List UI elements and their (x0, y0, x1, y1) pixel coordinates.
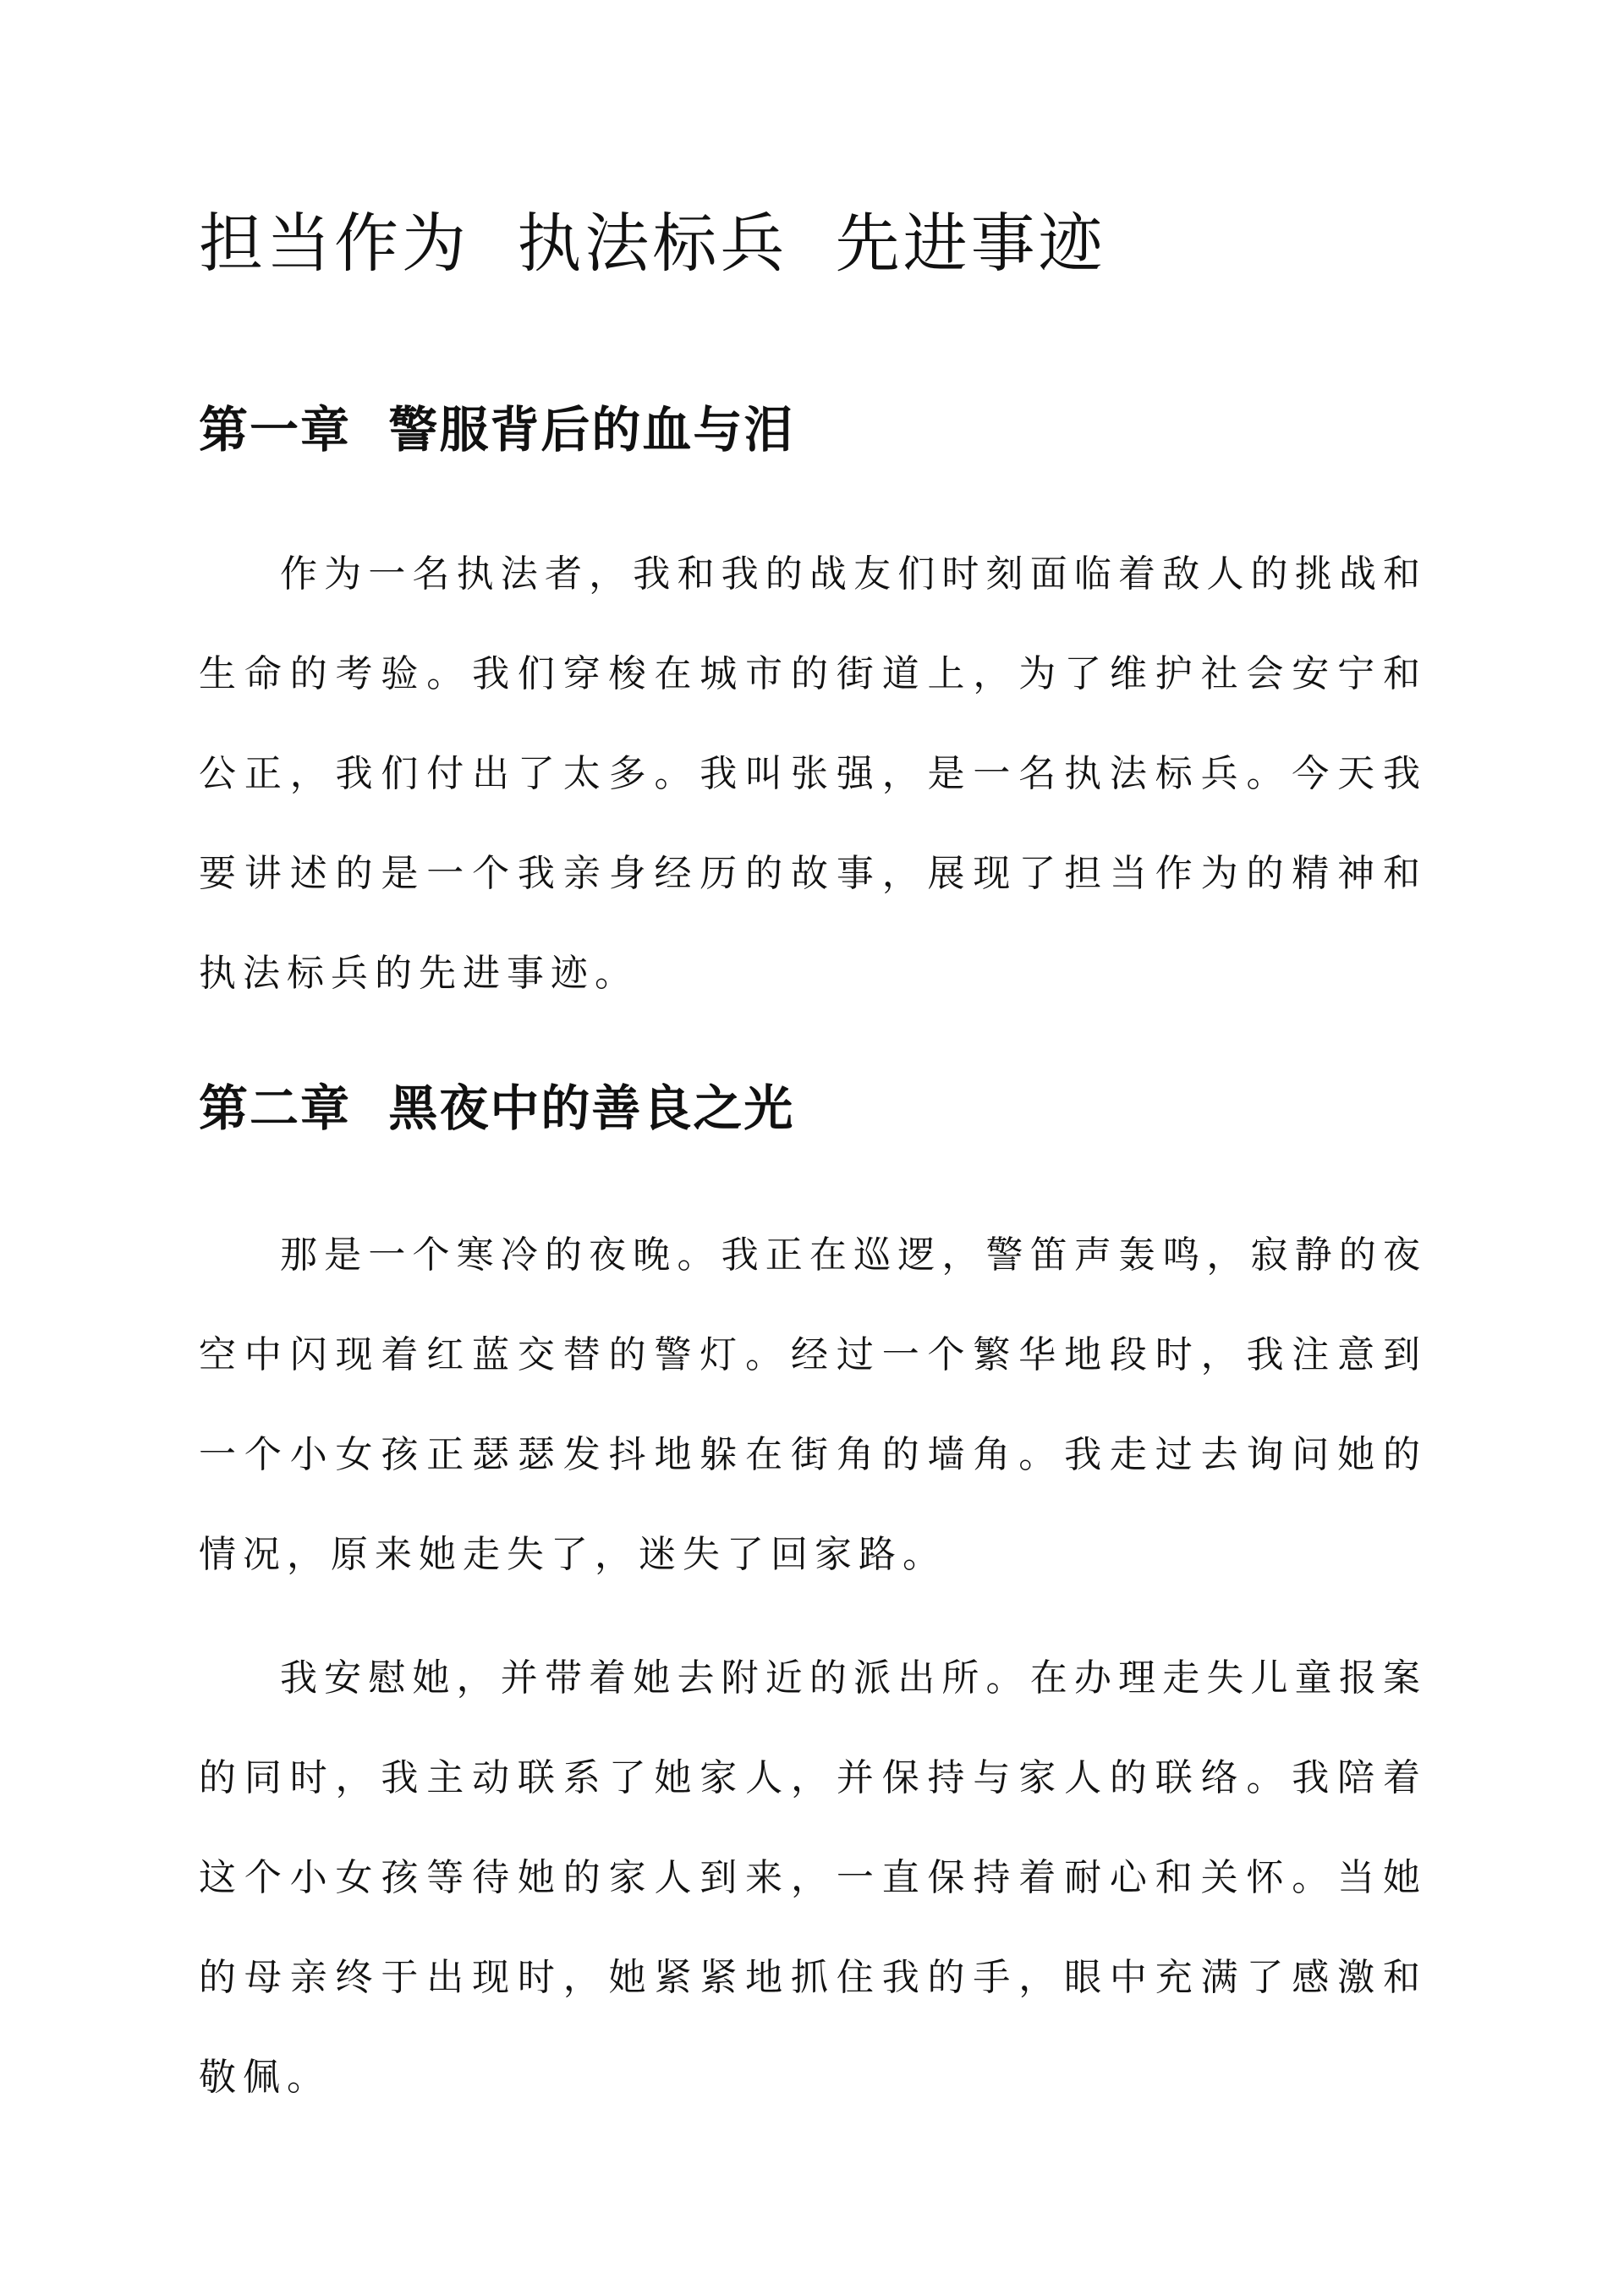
chapter-1-heading: 第一章 警服背后的血与泪 (199, 401, 795, 459)
chapter-2-heading: 第二章 黑夜中的善良之光 (199, 1079, 795, 1137)
chapter-2-paragraph-2: 我安慰她，并带着她去附近的派出所。在办理走失儿童报案的同时，我主动联系了她家人，并保持与家人的联络。我陪着这个小女孩等待她的家人到来，一直保持着耐心和关怀。当她的母亲终于出现时，她紧紧地抓住我的手，眼中充满了感激和敬佩。 (199, 1656, 1427, 2099)
chapter-2-paragraph-1: 那是一个寒冷的夜晚。我正在巡逻，警笛声轰鸣，寂静的夜空中闪现着红蓝交替的警灯。经过一个繁华地段时，我注意到一个小女孩正瑟瑟发抖地躲在街角的墙角。我走过去询问她的情况，原来她走失了，迷失了回家路。 (199, 1233, 1427, 1576)
document-title: 担当作为 执法标兵 先进事迹 (199, 206, 1106, 281)
chapter-1-paragraph: 作为一名执法者，我和我的战友们时刻面临着敌人的挑战和生命的考验。我们穿梭在城市的街道上，为了维护社会安宁和公正，我们付出了太多。我叫张强，是一名执法标兵。今天我要讲述的是一个我亲身经历的故事，展现了担当作为的精神和执法标兵的先进事迹。 (199, 552, 1427, 995)
